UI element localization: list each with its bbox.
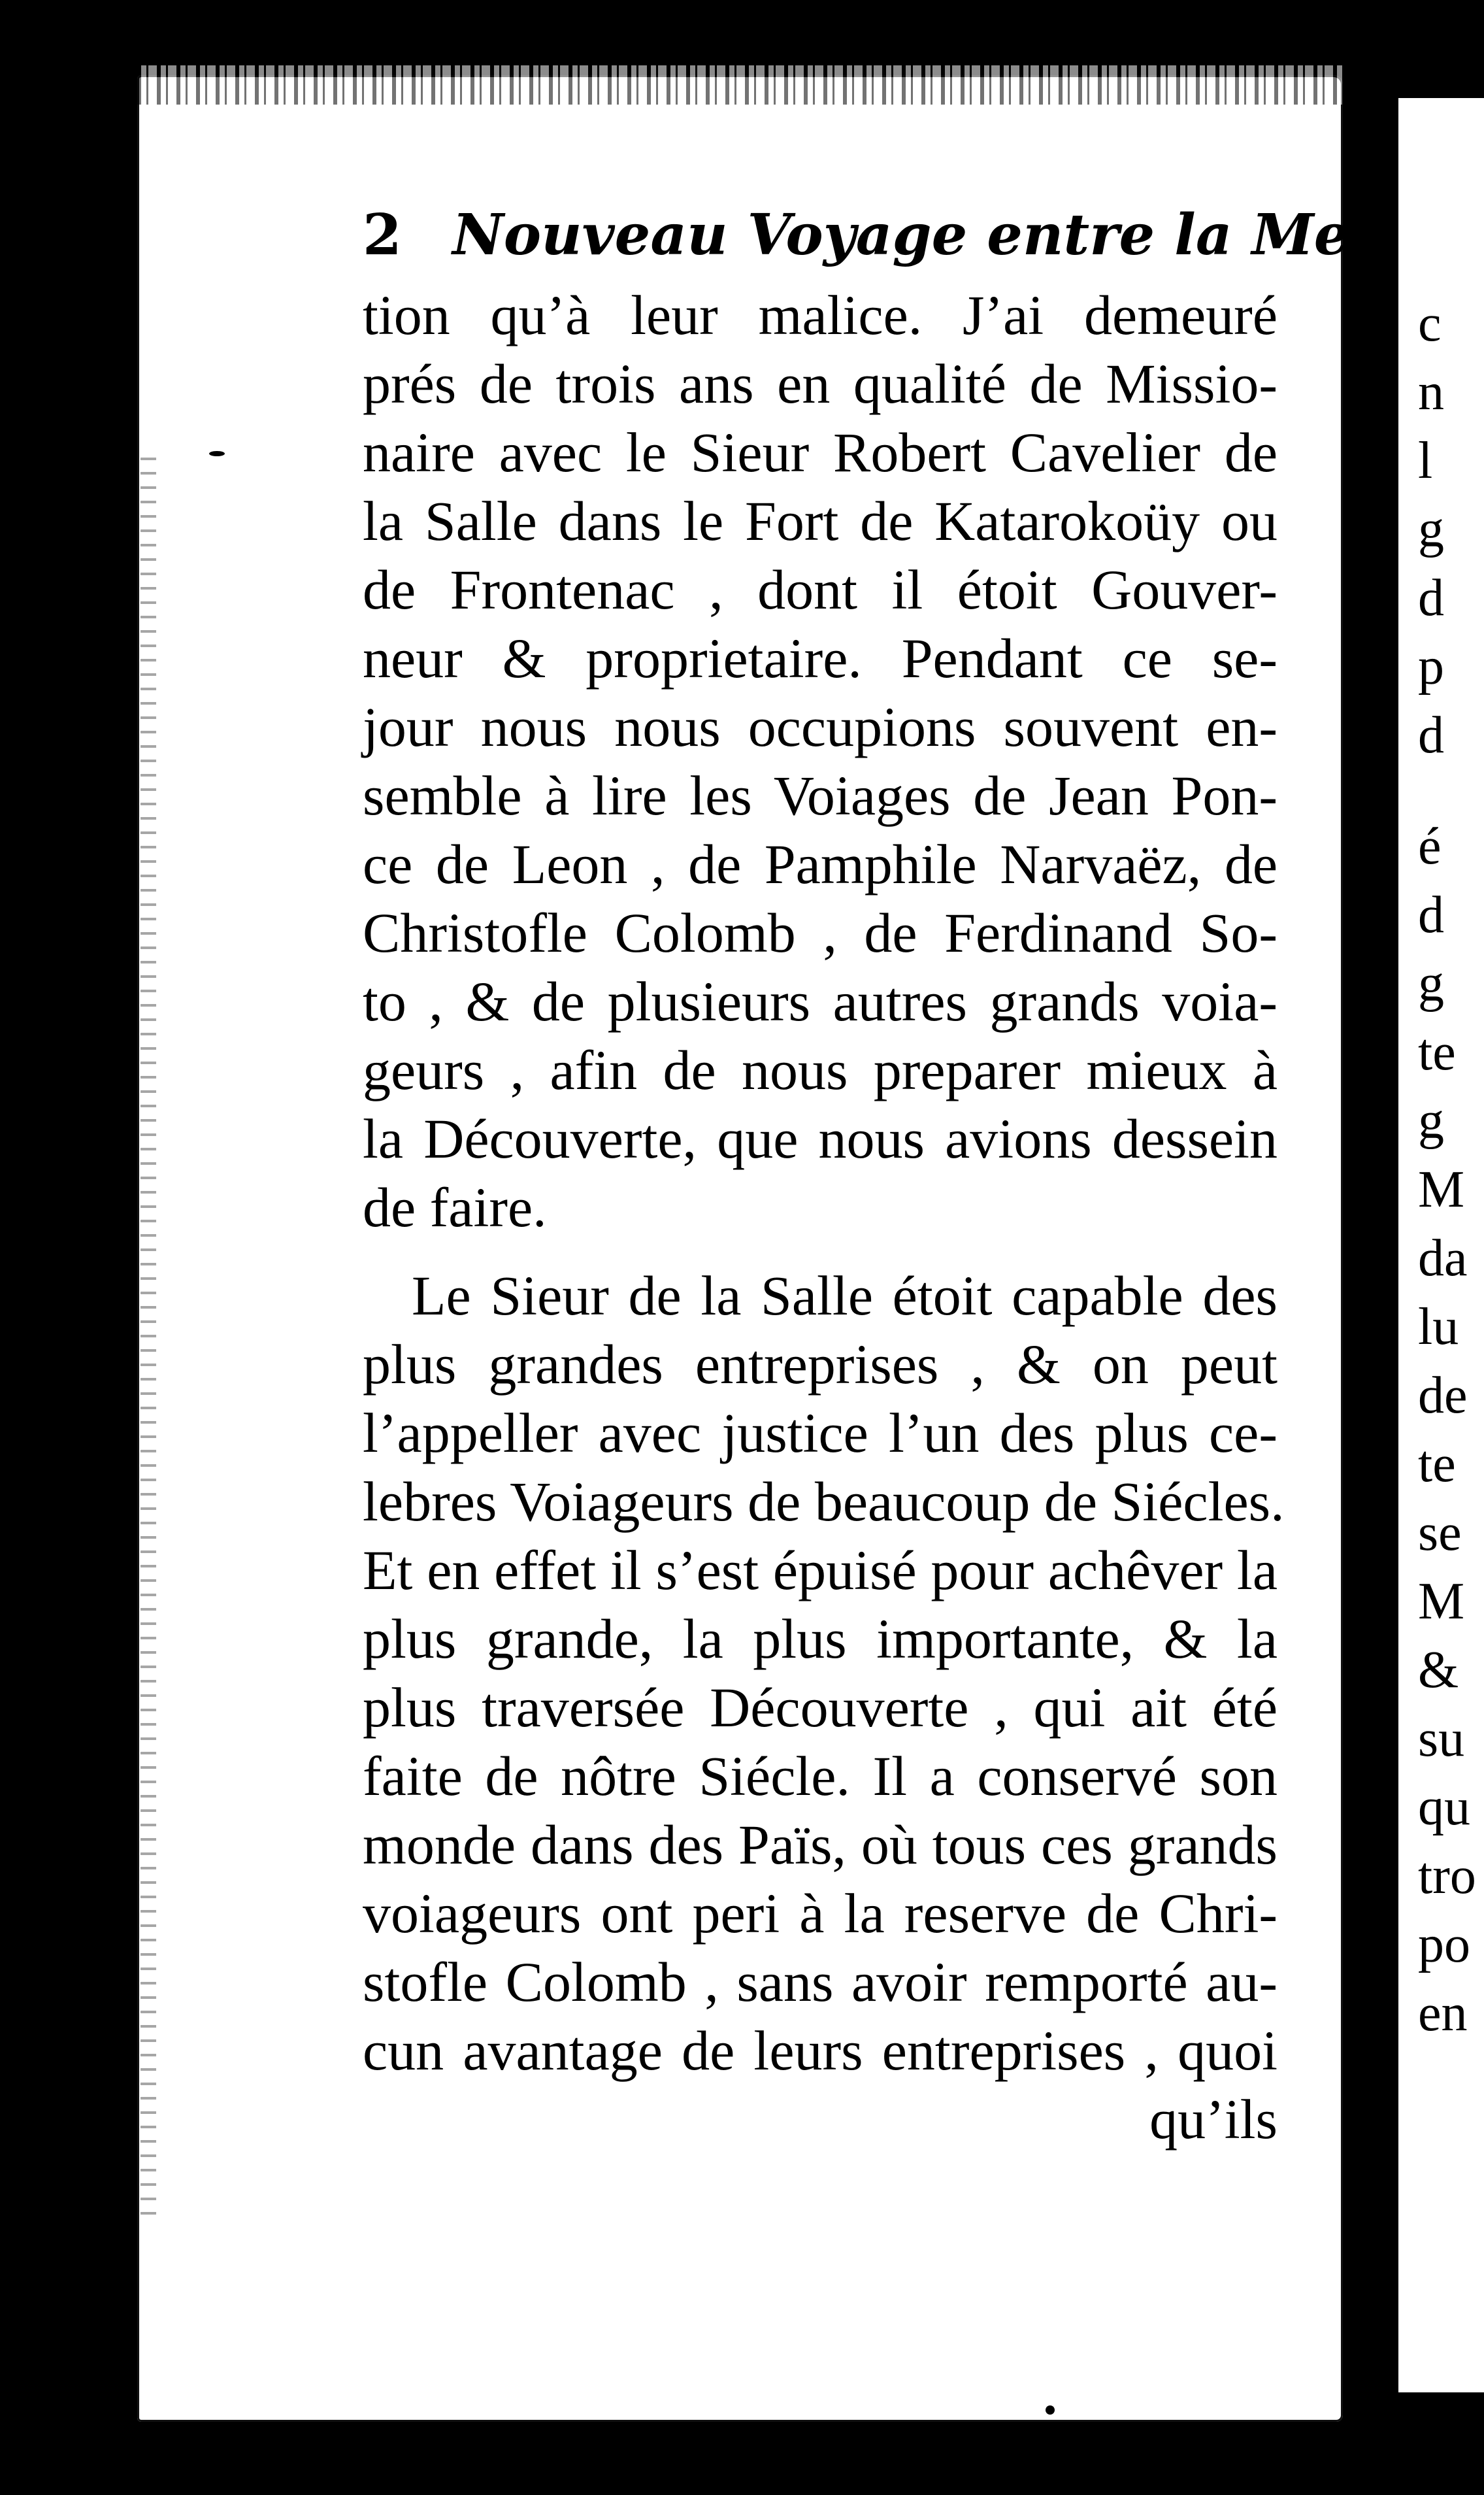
paragraph-gap [363, 1242, 1278, 1262]
text-line: l’appeller avec justice l’un des plus ce- [363, 1401, 1278, 1464]
text-line: plus grande, la plus importante, & la [363, 1607, 1278, 1670]
text-line: lebres Voiageurs de beaucoup de Siécles. [363, 1470, 1285, 1533]
text-line: jour nous nous occupions souvent en- [363, 695, 1278, 758]
text-line: to , & de plusieurs autres grands voia- [363, 970, 1278, 1033]
facing-fragment: qu [1418, 1779, 1470, 1836]
running-title: Nouveau Voyage entre la Mer [452, 202, 1379, 268]
facing-fragment: g [1418, 955, 1444, 1013]
torn-top-edge [137, 65, 1343, 105]
facing-fragment: te [1418, 1435, 1456, 1493]
facing-fragment: M [1418, 1573, 1465, 1630]
facing-fragment: su [1418, 1710, 1465, 1767]
text-line: monde dans des Païs, où tous ces grands [363, 1813, 1278, 1876]
facing-fragment: c [1418, 295, 1442, 352]
text-line: Le Sieur de la Salle étoit capable des [412, 1264, 1278, 1327]
facing-fragment: n [1418, 363, 1444, 421]
facing-fragment: da [1418, 1230, 1468, 1287]
facing-fragment: d [1418, 569, 1444, 627]
text-line: naire avec le Sieur Robert Cavelier de [363, 421, 1278, 484]
text-line: de Frontenac , dont il étoit Gouver- [363, 558, 1278, 621]
facing-fragment: en [1418, 1984, 1468, 2042]
text-line: neur & proprietaire. Pendant ce se- [363, 627, 1278, 690]
facing-fragment: d [1418, 886, 1444, 944]
body-text [363, 281, 1285, 2154]
page-speck [1046, 2405, 1055, 2415]
text-line: stofle Colomb , sans avoir remporté au- [363, 1951, 1278, 2013]
facing-fragment: tro [1418, 1847, 1476, 1905]
text-line: de faire. [363, 1176, 547, 1239]
text-line: cun avantage de leurs entreprises , quoi [363, 2019, 1278, 2082]
text-line: plus traversée Découverte , qui ait été [363, 1676, 1278, 1739]
text-line: tion qu’à leur malice. J’ai demeuré [363, 284, 1278, 346]
facing-fragment: se [1418, 1504, 1462, 1562]
gutter-shadow [140, 458, 156, 2222]
text-line: plus grandes entreprises , & on peut [363, 1333, 1278, 1396]
text-line: geurs , afin de nous preparer mieux à [363, 1039, 1278, 1101]
facing-fragment: d [1418, 707, 1444, 764]
facing-fragment: l [1418, 432, 1433, 490]
facing-fragment: po [1418, 1916, 1470, 1973]
facing-fragment: g [1418, 501, 1444, 558]
facing-fragment: g [1418, 1092, 1444, 1150]
facing-fragment: M [1418, 1161, 1465, 1218]
text-line: prés de trois ans en qualité de Missio- [363, 352, 1278, 415]
text-line: faite de nôtre Siécle. Il a conservé son [363, 1745, 1278, 1807]
text-line: ce de Leon , de Pamphile Narvaëz, de [363, 833, 1278, 896]
page-number: 2 [363, 202, 402, 268]
text-line: voiageurs ont peri à la reserve de Chri- [363, 1882, 1278, 1945]
margin-mark [209, 451, 225, 456]
facing-fragment: lu [1418, 1298, 1459, 1356]
text-line: semble à lire les Voiages de Jean Pon- [363, 764, 1278, 827]
running-header [363, 196, 1379, 275]
text-line: Christofle Colomb , de Ferdinand So- [363, 901, 1278, 964]
facing-fragment: de [1418, 1367, 1468, 1424]
catchword: qu’ils [1149, 2088, 1278, 2151]
text-line: la Découverte, que nous avions dessein [363, 1107, 1278, 1170]
facing-fragment: p [1418, 638, 1444, 695]
text-line: Et en effet il s’est épuisé pour achêver la [363, 1539, 1278, 1601]
facing-fragment: & [1418, 1641, 1459, 1699]
facing-fragment: é [1418, 818, 1442, 875]
text-line: la Salle dans le Fort de Katarokoüy ou [363, 490, 1278, 552]
facing-fragment: te [1418, 1024, 1456, 1081]
